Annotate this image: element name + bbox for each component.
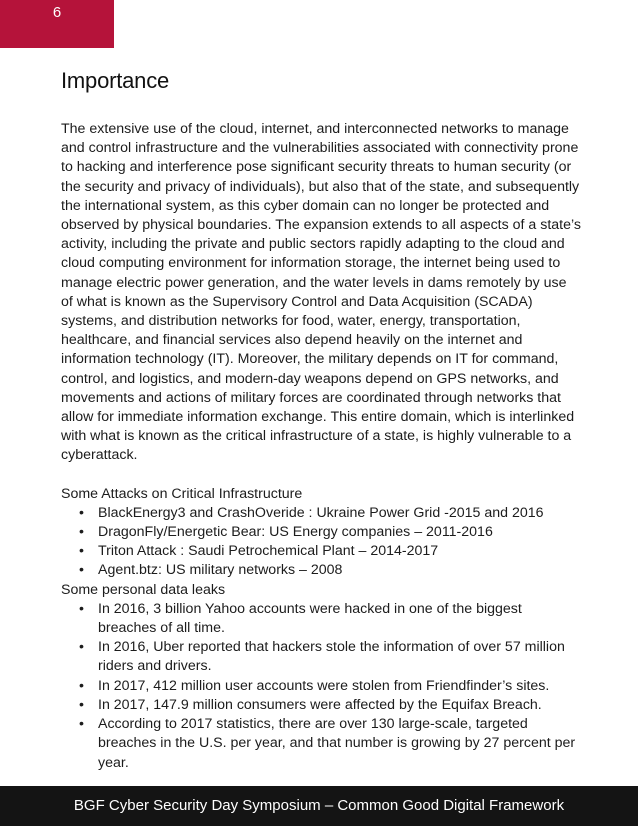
list-item: • BlackEnergy3 and CrashOveride : Ukraine Power Grid -2015 and 2016	[61, 504, 581, 523]
page-title: Importance	[61, 68, 170, 93]
list-item: • Agent.btz: US military networks – 2008	[61, 561, 581, 580]
footer-text: BGF Cyber Security Day Symposium – Common Good Digital Framework	[73, 797, 565, 814]
list-item: • DragonFly/Energetic Bear: US Energy companies – 2011-2016	[61, 523, 581, 542]
footer-bar	[0, 786, 638, 826]
list-item: • According to 2017 statistics, there are over 130 large-scale, targeted breaches in the U.S. per year, and that number is growing by 27 percent per year.	[61, 715, 581, 773]
list-item: • In 2016, 3 billion Yahoo accounts were hacked in one of the biggest breaches of all time.	[61, 600, 581, 638]
body-paragraph: The extensive use of the cloud, internet, and interconnected networks to manage and control infrastructure and the vulnerabilities associated with connectivity prone to hacking and interference pose significant security threats to human security (or the security and privacy of individuals), but also that of the state, and subsequently the international system, as this cyber domain can no longer be protected and observed by physical boundaries. The expansion extends to all aspects of a state’s activity, including the private and public sectors rapidly adapting to the cloud and cloud computing environment for information storage, the internet being used to manage electric power generation, and the water levels in dams remotely by use of what is known as the Supervisory Control and Data Acquisition (SCADA) systems, and distribution networks for food, water, energy, transportation, healthcare, and financial services also depend heavily on the internet and information technology (IT). Moreover, the military depends on IT for command, control, and logistics, and modern-day weapons depend on GPS networks, and movements and actions of military forces are coordinated through networks that allow for immediate information exchange. This entire domain, which is interlinked with what is known as the critical infrastructure of a state, is highly vulnerable to a cyberattack.	[61, 121, 582, 464]
list-item: • In 2017, 412 million user accounts were stolen from Friendfinder’s sites.	[61, 677, 581, 696]
list-item: • Triton Attack : Saudi Petrochemical Plant – 2014-2017	[61, 542, 581, 561]
list-item: • In 2016, Uber reported that hackers stole the information of over 57 million riders and drivers.	[61, 638, 581, 676]
attacks-section	[61, 485, 581, 581]
attacks-list	[61, 504, 581, 581]
leaks-list	[61, 600, 581, 773]
leaks-heading: Some personal data leaks	[61, 581, 226, 598]
page-number-badge	[0, 0, 114, 48]
attacks-heading: Some Attacks on Critical Infrastructure	[61, 485, 303, 502]
main-content	[61, 120, 581, 773]
page-number: 6	[52, 4, 62, 21]
leaks-section	[61, 581, 581, 773]
list-item: • In 2017, 147.9 million consumers were affected by the Equifax Breach.	[61, 696, 581, 715]
